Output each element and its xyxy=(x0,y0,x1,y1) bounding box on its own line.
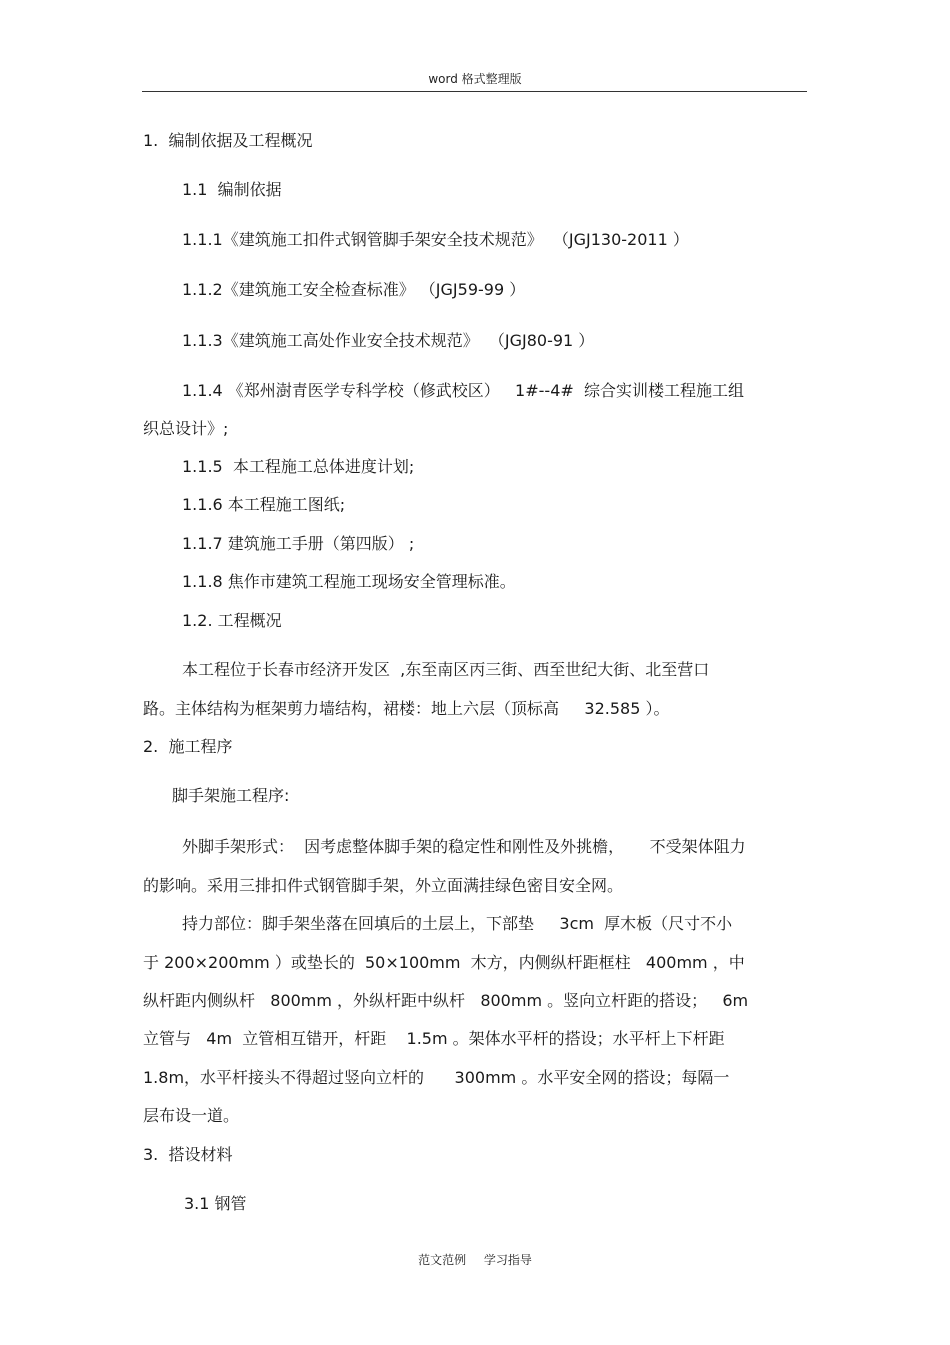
heading-1-1: 1.1 编制依据 xyxy=(182,180,282,199)
list-item-1-1-8: 1.1.8 焦作市建筑工程施工现场安全管理标准。 xyxy=(182,572,516,591)
page-header: word 格式整理版 xyxy=(428,72,522,86)
paragraph-support-l4: 立管与 4m 立管相互错开，杆距 1.5m 。架体水平杆的搭设；水平杆上下杆距 xyxy=(143,1029,725,1048)
list-item-1-1-4: 1.1.4 《郑州澍青医学专科学校（修武校区） 1#--4# 综合实训楼工程施工组 xyxy=(182,381,744,400)
heading-3: 3. 搭设材料 xyxy=(143,1145,233,1164)
heading-2: 2. 施工程序 xyxy=(143,737,233,756)
list-item-1-1-2: 1.1.2《建筑施工安全检查标准》 （JGJ59-99 ） xyxy=(182,280,526,299)
page-footer: 范文范例 学习指导 xyxy=(418,1253,532,1267)
heading-3-1: 3.1 钢管 xyxy=(184,1194,247,1213)
heading-1: 1. 编制依据及工程概况 xyxy=(143,131,313,150)
paragraph-overview: 本工程位于长春市经济开发区 ,东至南区丙三街、西至世纪大街、北至营口 xyxy=(182,660,710,679)
list-item-1-1-4-cont: 织总设计》; xyxy=(143,419,229,438)
list-item-1-1-7: 1.1.7 建筑施工手册（第四版） ; xyxy=(182,534,415,553)
paragraph-overview-cont: 路。主体结构为框架剪力墙结构，裙楼：地上六层（顶标高 32.585 ）。 xyxy=(143,699,670,718)
paragraph-support: 持力部位：脚手架坐落在回填后的土层上，下部垫 3cm 厚木板（尺寸不小 xyxy=(182,914,733,933)
paragraph-support-l2: 于 200×200mm ）或垫长的 50×100mm 木方，内侧纵杆距框柱 400mm ，中 xyxy=(143,953,745,972)
list-item-1-1-3: 1.1.3《建筑施工高处作业安全技术规范》 （JGJ80-91 ） xyxy=(182,331,595,350)
header-rule xyxy=(142,91,807,92)
list-item-1-1-1: 1.1.1《建筑施工扣件式钢管脚手架安全技术规范》 （JGJ130-2011 ） xyxy=(182,230,689,249)
paragraph-procedure: 脚手架施工程序: xyxy=(172,786,290,805)
paragraph-support-l5: 1.8m，水平杆接头不得超过竖向立杆的 300mm 。水平安全网的搭设；每隔一 xyxy=(143,1068,730,1087)
paragraph-form-cont: 的影响。采用三排扣件式钢管脚手架，外立面满挂绿色密目安全网。 xyxy=(143,876,624,895)
paragraph-support-l3: 纵杆距内侧纵杆 800mm ，外纵杆距中纵杆 800mm 。竖向立杆距的搭设； 6m xyxy=(143,991,749,1010)
heading-1-2: 1.2. 工程概况 xyxy=(182,611,282,630)
list-item-1-1-5: 1.1.5 本工程施工总体进度计划; xyxy=(182,457,415,476)
paragraph-form: 外脚手架形式： 因考虑整体脚手架的稳定性和刚性及外挑檐， 不受架体阻力 xyxy=(182,837,746,856)
list-item-1-1-6: 1.1.6 本工程施工图纸; xyxy=(182,495,346,514)
paragraph-support-l6: 层布设一道。 xyxy=(143,1106,240,1125)
